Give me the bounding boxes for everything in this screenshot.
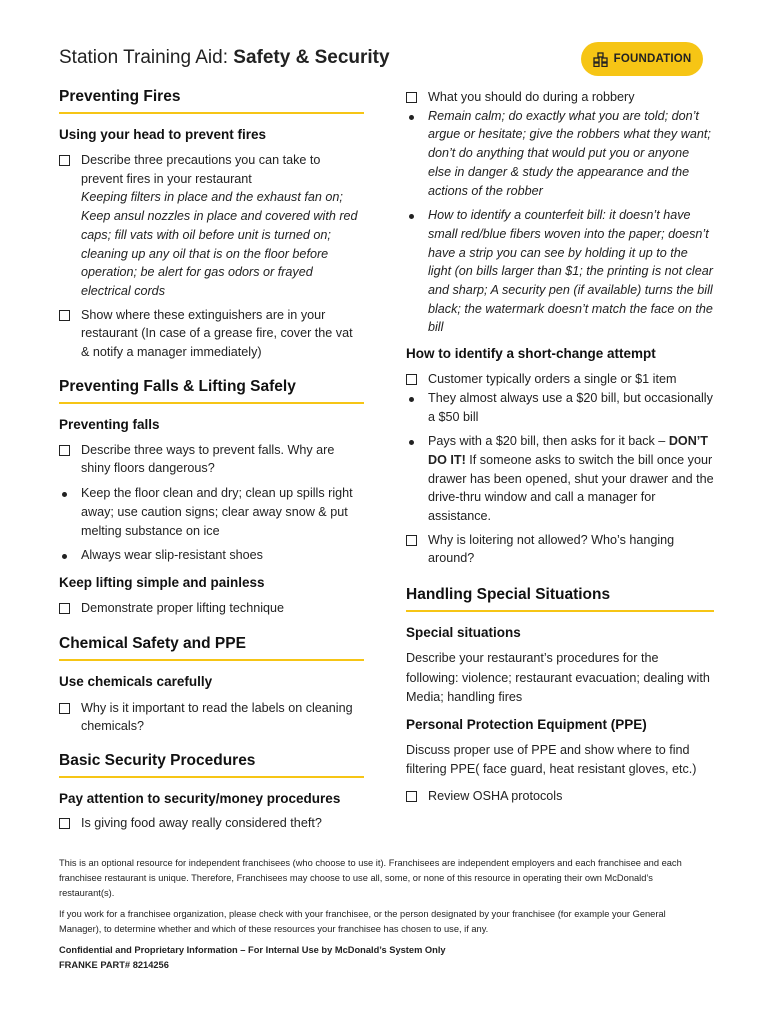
checklist-item [59,306,364,362]
part-number: FRANKE PART# 8214256 [59,960,169,970]
bullet-item [59,484,364,540]
item-text: They almost always use a $20 bill, but occasionally a $50 bill [428,390,713,424]
checkbox-icon [59,151,73,172]
checklist-item [59,814,364,833]
paragraph-ppe: Discuss proper use of PPE and show where to find filtering PPE( face guard, heat resistant gloves, etc.) [406,742,697,777]
bullet-icon [406,107,420,126]
item-text: Remain calm; do exactly what you are told; don’t argue or hesitate; give the robbers what they want; don’t do anything that would put you or anyone else in danger & study the appearance and the actions of the robber [428,108,711,198]
section-heading-chemical: Chemical Safety and PPE [59,635,364,661]
checklist-item [59,151,364,301]
item-text: Why is loitering not allowed? Who’s hanging around? [428,532,675,566]
subheading-falls: Preventing falls [59,416,160,432]
checklist-item [59,441,364,478]
checkbox-icon [406,531,420,552]
checkbox-icon [406,370,420,391]
checklist-item [406,370,714,389]
item-text: What you should do during a robbery [428,90,635,104]
stacked-boxes-icon [593,52,608,67]
checkbox-icon [406,88,420,109]
item-text: Why is it important to read the labels on cleaning chemicals? [81,700,353,734]
title-prefix: Station Training Aid: [59,47,234,68]
section-heading-special: Handling Special Situations [406,586,714,612]
bullet-icon [406,206,420,225]
item-text: Keep the floor clean and dry; clean up spills right away; use caution signs; clear away snow & put melting substance on ice [81,486,353,538]
disclaimer-1: This is an optional resource for independent franchisees (who choose to use it). Franchisees are independent employers and each franchisee and each franchisee restaurant is unique. Therefore, Franchisees may choose to use all, some, or none of this resource in operating their own McDonald’s restaurant(s). [59,858,682,898]
subheading-special: Special situations [406,625,521,641]
foundation-badge [581,42,703,76]
bullet-icon [59,546,73,565]
subheading-short-change: How to identify a short-change attempt [406,346,656,362]
bullet-item [406,206,714,337]
right-column [406,88,714,805]
disclaimer-2: If you work for a franchisee organization, please check with your franchisee, or the person designated by your franchisee (for example your General Manager), to determine whether and which of these resources your franchisee has chosen to use, if any. [59,909,666,934]
item-italic-text: Keeping filters in place and the exhaust fan on; Keep ansul nozzles in place and covered with red caps; fill vats with oil before unit is turned on; cleaning up any oil that is on the floor before operation; be alert for gas odors or frayed electrical cords [81,190,358,298]
title-bold: Safety & Security [233,47,390,68]
section-heading-security: Basic Security Procedures [59,752,364,778]
item-text-c: If someone asks to switch the bill once your drawer has been opened, shut your drawer and the drive-thru window and call a manager for assistance. [428,452,714,524]
item-text-a: Pays with a $20 bill, then asks for it back – [428,434,669,449]
item-text: How to identify a counterfeit bill: it doesn’t have small red/blue fibers woven into the paper; doesn’t have a strip you can see by holding it up to the light (on bills larger than $1; the printing is not clear and sharp; A security pen (if available) turns the bill black; the watermark doesn’t match the face on the bill [428,208,713,335]
page-title [59,47,390,69]
subheading-lifting: Keep lifting simple and painless [59,574,265,590]
item-text-emphasis: DON’T DO IT! [428,434,708,467]
section-heading-fires: Preventing Fires [59,88,364,114]
checkbox-icon [59,441,73,462]
item-text: Show where these extinguishers are in your restaurant (In case of a grease fire, cover the vat & notify a manager immediately) [81,307,353,360]
item-text: Review OSHA protocols [428,788,563,803]
checklist-item [406,531,714,568]
subheading-ppe: Personal Protection Equipment (PPE) [406,716,647,732]
checklist-item [406,88,714,107]
item-text: Demonstrate proper lifting technique [81,600,285,615]
checklist-item [59,699,364,736]
checkbox-icon [59,814,73,835]
checkbox-icon [59,699,73,720]
bullet-item [406,432,714,526]
bullet-icon [59,484,73,503]
bullet-icon [406,432,420,451]
item-text: Always wear slip-resistant shoes [81,548,263,563]
item-text: Customer typically orders a single or $1 item [428,372,677,387]
bullet-icon [406,389,420,408]
subheading-chemical: Use chemicals carefully [59,673,213,689]
left-column [59,88,364,833]
checkbox-icon [59,306,73,327]
item-text: Describe three precautions you can take to prevent fires in your restaurant [81,153,321,186]
checkbox-icon [406,787,420,808]
subheading-fires: Using your head to prevent fires [59,127,267,142]
checklist-item [406,787,714,806]
confidential-notice: Confidential and Proprietary Information – For Internal Use by McDonald’s System Only [59,945,446,955]
section-heading-falls: Preventing Falls & Lifting Safely [59,378,364,404]
paragraph-special: Describe your restaurant’s procedures for the following: violence; restaurant evacuation; dealing with Media; handling fires [406,651,710,705]
bullet-item [406,107,714,201]
checkbox-icon [59,599,73,620]
footer [59,856,709,973]
bullet-item [406,389,714,426]
subheading-security: Pay attention to security/money procedures [59,791,341,807]
bullet-item [59,546,364,565]
item-text: Is giving food away really considered theft? [81,816,322,831]
item-text: Describe three ways to prevent falls. Why are shiny floors dangerous? [81,442,335,476]
badge-label: FOUNDATION [613,53,692,65]
checklist-item [59,599,364,618]
